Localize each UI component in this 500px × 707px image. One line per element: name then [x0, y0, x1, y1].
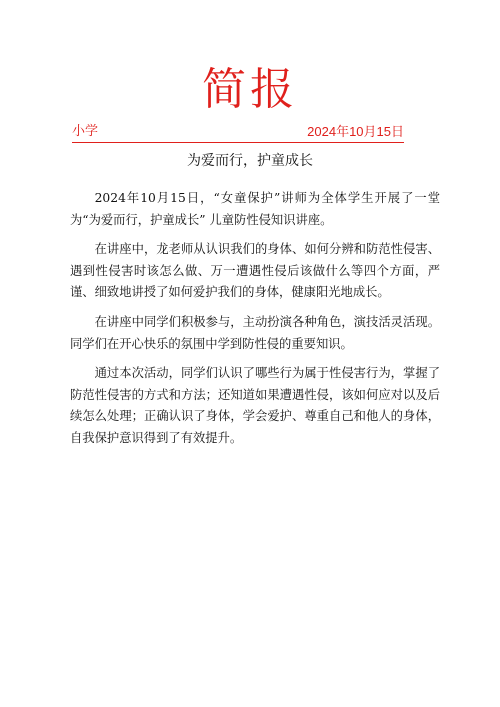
body-paragraph: 2024年10月15日，“女童保护”讲师为全体学生开展了一堂为“为爱而行，护童成长” 儿童防性侵知识讲座。	[70, 191, 440, 227]
article-headline: 为爱而行，护童成长	[187, 153, 313, 169]
masthead-title: 简报	[202, 64, 298, 115]
body-paragraph: 通过本次活动，同学们认识了哪些行为属于性侵害行为，掌握了防范性侵害的方式和方法；还知道如果遭遇性侵，该如何应对以及后续怎么处理；正确认识了身体，学会爱护、尊重自己和他人的身体，自我保护意识得到了有效提升。	[70, 366, 440, 445]
masthead-info-line	[72, 124, 404, 143]
issue-date: 2024年10月15日	[307, 124, 404, 139]
body-paragraph: 在讲座中，龙老师从认识我们的身体、如何分辨和防范性侵害、遇到性侵害时该怎么做、万一遭遇性侵后该做什么等四个方面，严谨、细致地讲授了如何爱护我们的身体，健康阳光地成长。	[70, 242, 440, 300]
body-paragraph: 在讲座中同学们积极参与，主动扮演各种角色，演技活灵活现。同学们在开心快乐的氛围中学到防性侵的重要知识。	[70, 314, 440, 351]
article-body	[70, 188, 440, 458]
organization-name: 小学	[72, 124, 99, 139]
